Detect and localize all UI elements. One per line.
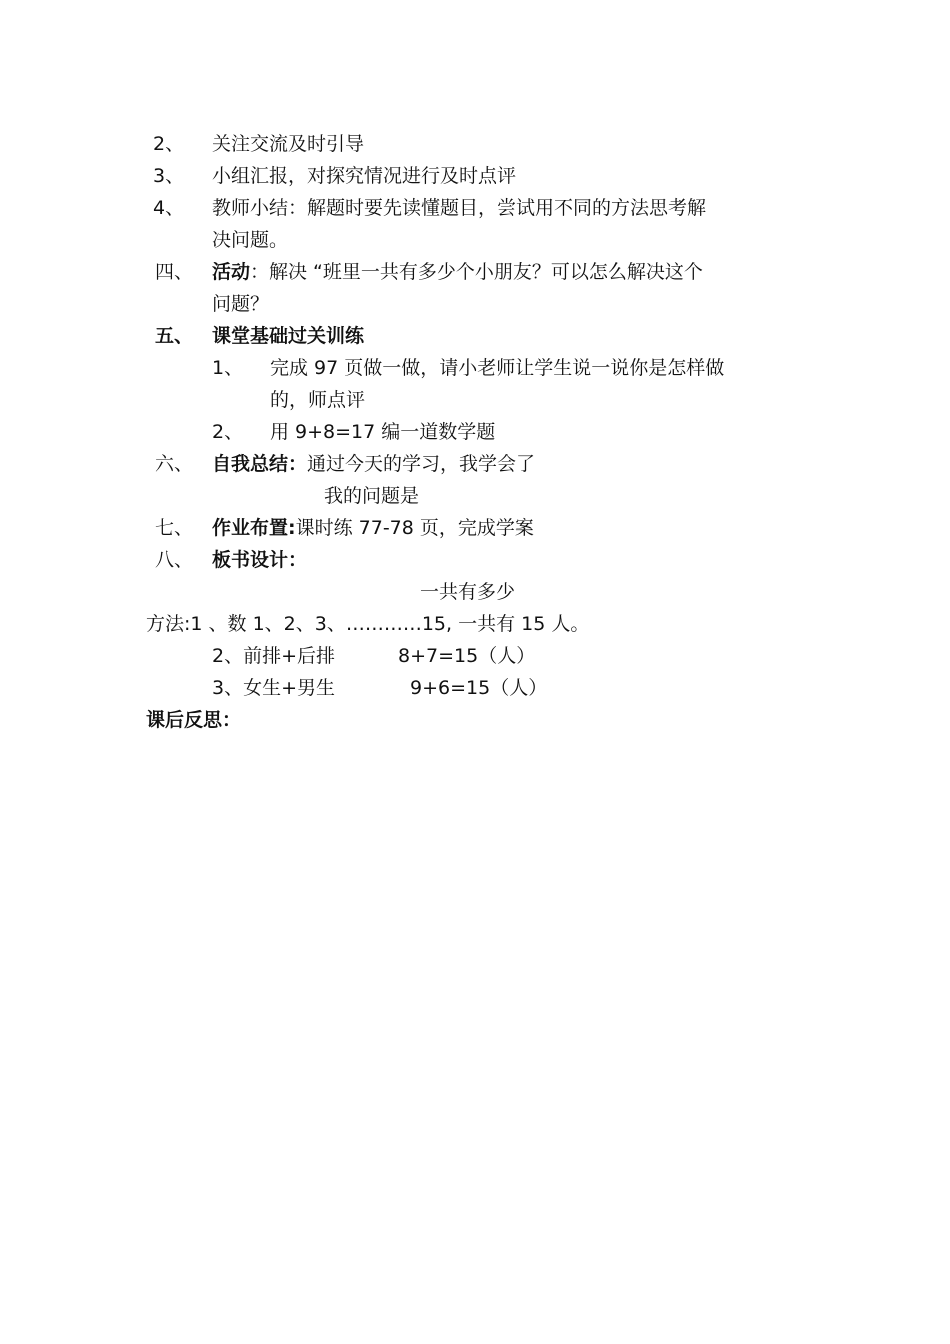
step-3-text: 小组汇报，对探究情况进行及时点评	[212, 165, 517, 187]
section-6-text: 通过今天的学习，我学会了	[307, 453, 536, 475]
section-5-item-1-text: 完成 97 页做一做，请小老师让学生说一说你是怎样做	[270, 357, 725, 379]
section-4-continuation: 问题？	[212, 293, 270, 315]
section-6-number: 六、	[155, 453, 194, 475]
step-4-text: 教师小结：解题时要先读懂题目，尝试用不同的方法思考解	[212, 197, 707, 219]
board-method-2-equation: 8+7=15（人）	[398, 645, 536, 667]
section-7-text: 课时练 77-78 页，完成学案	[295, 517, 534, 539]
section-5-number: 五、	[155, 325, 194, 347]
section-5-item-2-text: 用 9+8=17 编一道数学题	[270, 421, 496, 443]
board-title: 一共有多少	[420, 581, 516, 603]
section-5-title: 课堂基础过关训练	[212, 325, 365, 347]
section-6-label: 自我总结：	[212, 453, 308, 475]
step-2-number: 2、	[153, 133, 185, 155]
section-8-number: 八、	[155, 549, 194, 571]
board-method-2-label: 2、前排+后排	[212, 645, 336, 667]
section-7-label: 作业布置:	[212, 517, 296, 539]
section-4-text: ：解决 “班里一共有多少个小朋友？可以怎么解决这个	[250, 261, 703, 283]
section-4-label: 活动	[212, 261, 251, 283]
step-3-number: 3、	[153, 165, 185, 187]
section-5-item-1-number: 1、	[212, 357, 244, 379]
section-7-number: 七、	[155, 517, 194, 539]
board-method-1: 方法:1 、数 1、2、3、…………15, 一共有 15 人。	[146, 613, 590, 635]
step-2-text: 关注交流及时引导	[212, 133, 365, 155]
step-4-continuation: 决问题。	[212, 229, 289, 251]
section-7-line	[212, 515, 534, 541]
section-5-item-2-number: 2、	[212, 421, 244, 443]
post-class-reflection-label: 课后反思：	[146, 709, 242, 731]
step-4-number: 4、	[153, 197, 185, 219]
section-4-line	[212, 259, 703, 285]
section-8-label: 板书设计：	[212, 549, 308, 571]
section-5-item-1-continuation: 的，师点评	[270, 389, 366, 411]
board-method-3-equation: 9+6=15（人）	[410, 677, 548, 699]
board-method-3-label: 3、女生+男生	[212, 677, 336, 699]
section-4-number: 四、	[155, 261, 194, 283]
section-6-line	[212, 451, 535, 477]
section-6-continuation: 我的问题是	[324, 485, 420, 507]
